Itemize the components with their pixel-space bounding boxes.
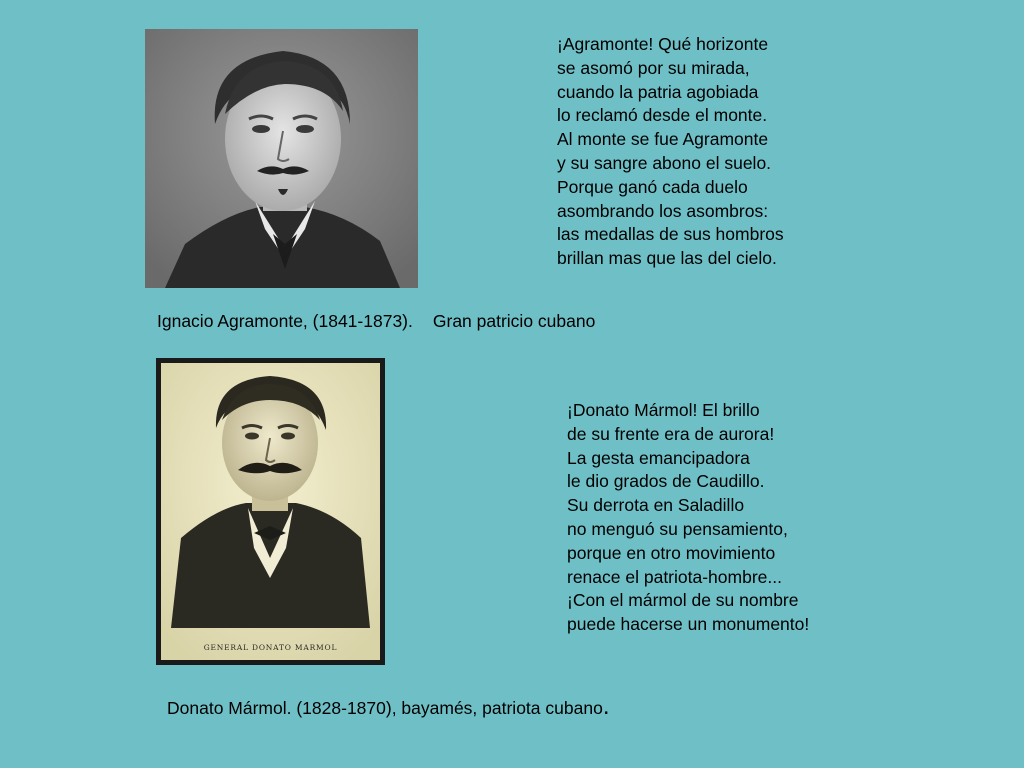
agramonte-portrait-image <box>145 29 418 288</box>
marmol-caption-period: . <box>602 693 610 720</box>
poem-line: asombrando los asombros: <box>557 200 769 221</box>
marmol-poem <box>567 399 809 637</box>
poem-line: Al monte se fue Agramonte <box>557 129 769 150</box>
poem-line: brillan mas que las del cielo. <box>557 248 777 269</box>
poem-line: cuando la patria agobiada <box>557 81 759 102</box>
poem-line: renace el patriota-hombre... <box>567 566 782 587</box>
poem-line: le dio grados de Caudillo. <box>567 471 765 492</box>
poem-line: porque en otro movimiento <box>567 542 776 563</box>
poem-line: Su derrota en Saladillo <box>567 495 745 516</box>
poem-line: y su sangre abono el suelo. <box>557 152 772 173</box>
marmol-portrait-image <box>156 358 385 665</box>
agramonte-caption-description: Gran patricio cubano <box>432 311 596 331</box>
poem-line: las medallas de sus hombros <box>557 224 784 245</box>
marmol-caption <box>167 695 609 719</box>
agramonte-caption <box>157 311 595 332</box>
poem-line: ¡Donato Mármol! El brillo <box>567 400 760 420</box>
poem-line: no menguó su pensamiento, <box>567 518 788 539</box>
poem-line: se asomó por su mirada, <box>557 57 750 78</box>
poem-line: ¡Con el mármol de su nombre <box>567 590 799 611</box>
poem-line: de su frente era de aurora! <box>567 423 775 444</box>
poem-line: puede hacerse un monumento! <box>567 614 810 635</box>
poem-line: ¡Agramonte! Qué horizonte <box>557 34 769 54</box>
agramonte-caption-name: Ignacio Agramonte, (1841-1873). <box>157 311 413 331</box>
marmol-plate-label: GENERAL DONATO MARMOL <box>203 643 338 652</box>
agramonte-portrait <box>145 29 418 288</box>
poem-line: lo reclamó desde el monte. <box>557 105 768 126</box>
marmol-portrait <box>156 358 385 665</box>
poem-line: La gesta emancipadora <box>567 447 750 468</box>
agramonte-poem <box>557 33 784 271</box>
marmol-caption-text: Donato Mármol. (1828-1870), bayamés, patriota cubano <box>167 698 603 718</box>
poem-line: Porque ganó cada duelo <box>557 176 748 197</box>
